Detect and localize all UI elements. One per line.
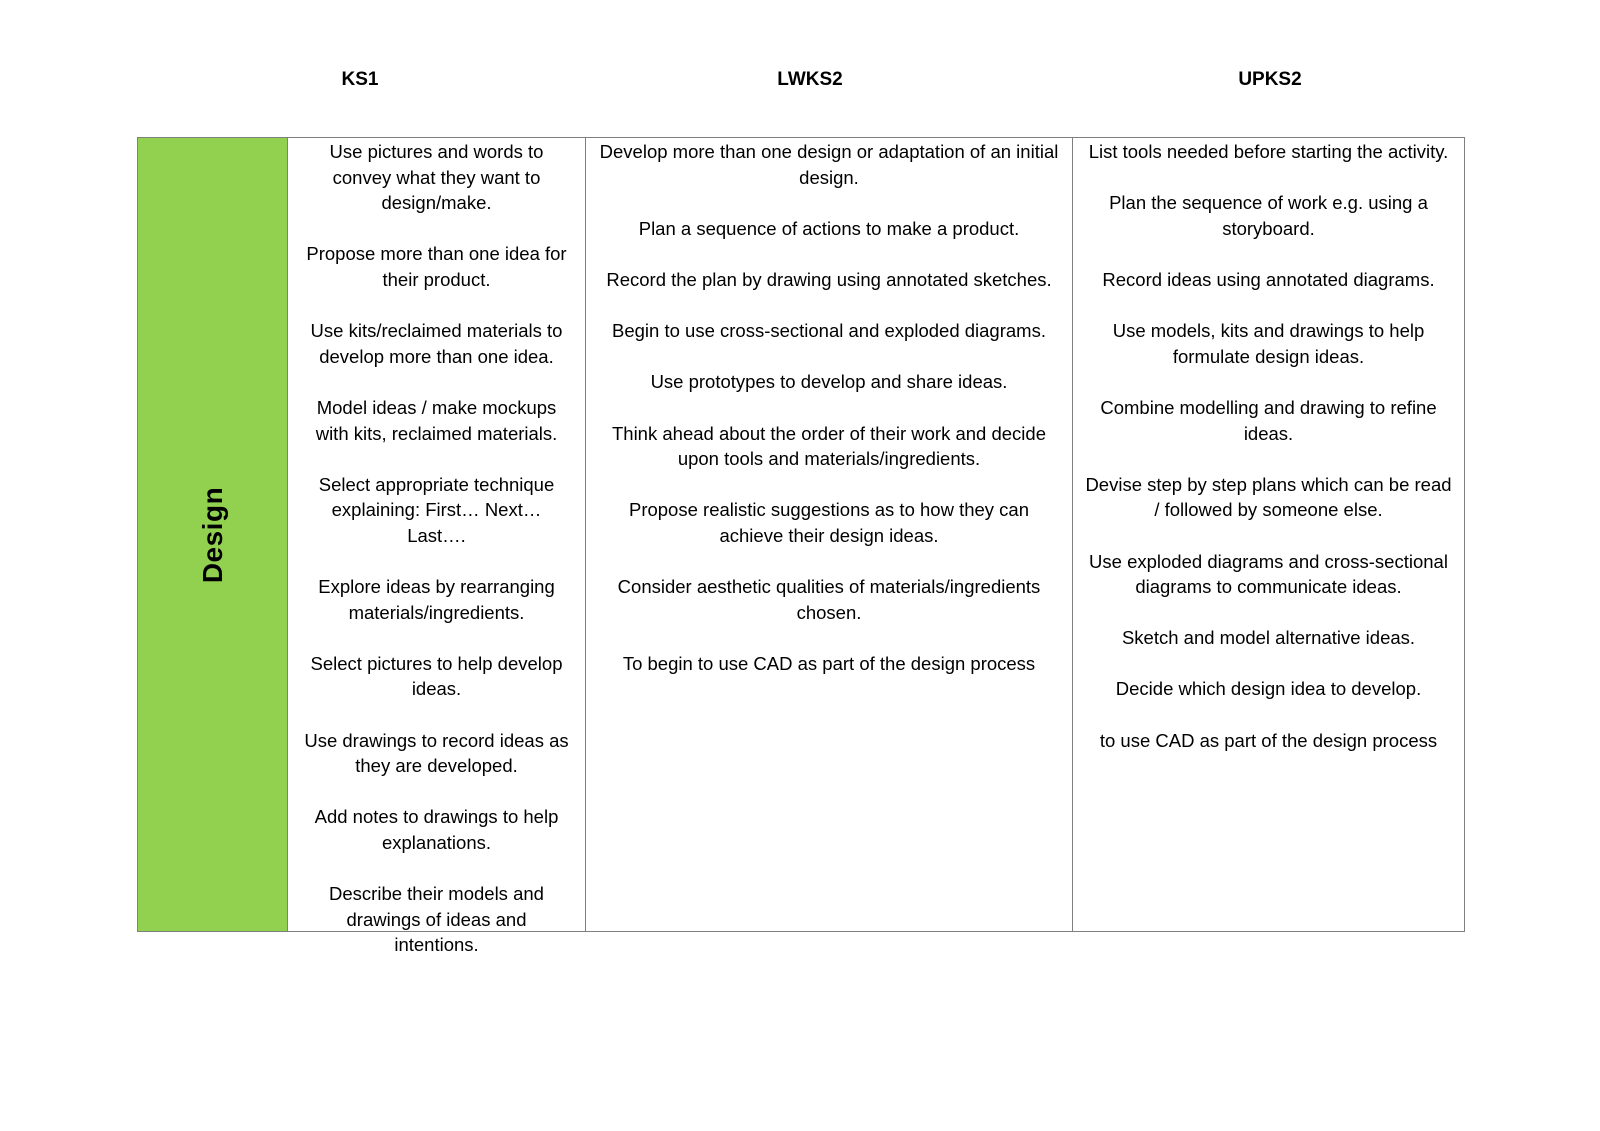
lwks2-item: To begin to use CAD as part of the design process bbox=[622, 652, 1036, 674]
upks2-item: Use models, kits and drawings to help formulate design ideas. bbox=[1112, 320, 1425, 367]
cell-upks2 bbox=[1073, 138, 1464, 931]
upks2-item: to use CAD as part of the design process bbox=[1099, 729, 1438, 751]
row-label-cell bbox=[138, 138, 288, 931]
column-header-ks1: KS1 bbox=[341, 69, 379, 90]
upks2-item: List tools needed before starting the activity. bbox=[1088, 141, 1449, 162]
ks1-item: Use kits/reclaimed materials to develop more than one idea. bbox=[310, 320, 563, 367]
ks1-item: Model ideas / make mockups with kits, reclaimed materials. bbox=[315, 396, 558, 444]
upks2-item: Combine modelling and drawing to refine ideas. bbox=[1100, 396, 1437, 444]
ks1-item: Explore ideas by rearranging materials/ingredients. bbox=[318, 576, 555, 623]
lwks2-item: Plan a sequence of actions to make a product. bbox=[638, 217, 1020, 239]
column-header-lwks2: LWKS2 bbox=[777, 69, 843, 90]
upks2-item: Decide which design idea to develop. bbox=[1115, 678, 1422, 700]
upks2-item: Sketch and model alternative ideas. bbox=[1121, 627, 1416, 649]
upks2-item: Use exploded diagrams and cross-sectional diagrams to communicate ideas. bbox=[1089, 550, 1448, 598]
lwks2-item: Develop more than one design or adaptation of an initial design. bbox=[599, 141, 1059, 188]
upks2-item: Devise step by step plans which can be read / followed by someone else. bbox=[1085, 473, 1452, 521]
ks1-item: Describe their models and drawings of ideas and intentions. bbox=[329, 883, 544, 956]
ks1-item: Add notes to drawings to help explanations. bbox=[314, 806, 559, 854]
column-header-upks2: UPKS2 bbox=[1238, 69, 1302, 90]
ks1-item: Use drawings to record ideas as they are developed. bbox=[304, 729, 569, 777]
lwks2-item: Propose realistic suggestions as to how they can achieve their design ideas. bbox=[628, 499, 1030, 546]
cell-lwks2 bbox=[586, 138, 1073, 931]
ks1-item: Select pictures to help develop ideas. bbox=[310, 652, 563, 700]
lwks2-item: Consider aesthetic qualities of materials/ingredients chosen. bbox=[617, 576, 1041, 623]
ks1-item: Use pictures and words to convey what they want to design/make. bbox=[329, 141, 544, 214]
ks1-item: Select appropriate technique explaining: First… Next… Last…. bbox=[318, 473, 555, 546]
upks2-item: Record ideas using annotated diagrams. bbox=[1102, 268, 1435, 290]
row-label-design: Design bbox=[196, 486, 228, 583]
upks2-item: Plan the sequence of work e.g. using a storyboard. bbox=[1109, 192, 1428, 239]
cell-ks1 bbox=[288, 138, 586, 956]
curriculum-table bbox=[137, 137, 1465, 956]
lwks2-item: Record the plan by drawing using annotated sketches. bbox=[606, 268, 1052, 290]
ks1-item: Propose more than one idea for their product. bbox=[306, 243, 567, 290]
lwks2-item: Begin to use cross-sectional and exploded diagrams. bbox=[612, 320, 1046, 342]
lwks2-item: Use prototypes to develop and share ideas. bbox=[650, 371, 1008, 393]
lwks2-item: Think ahead about the order of their work and decide upon tools and materials/ingredients. bbox=[611, 422, 1046, 470]
